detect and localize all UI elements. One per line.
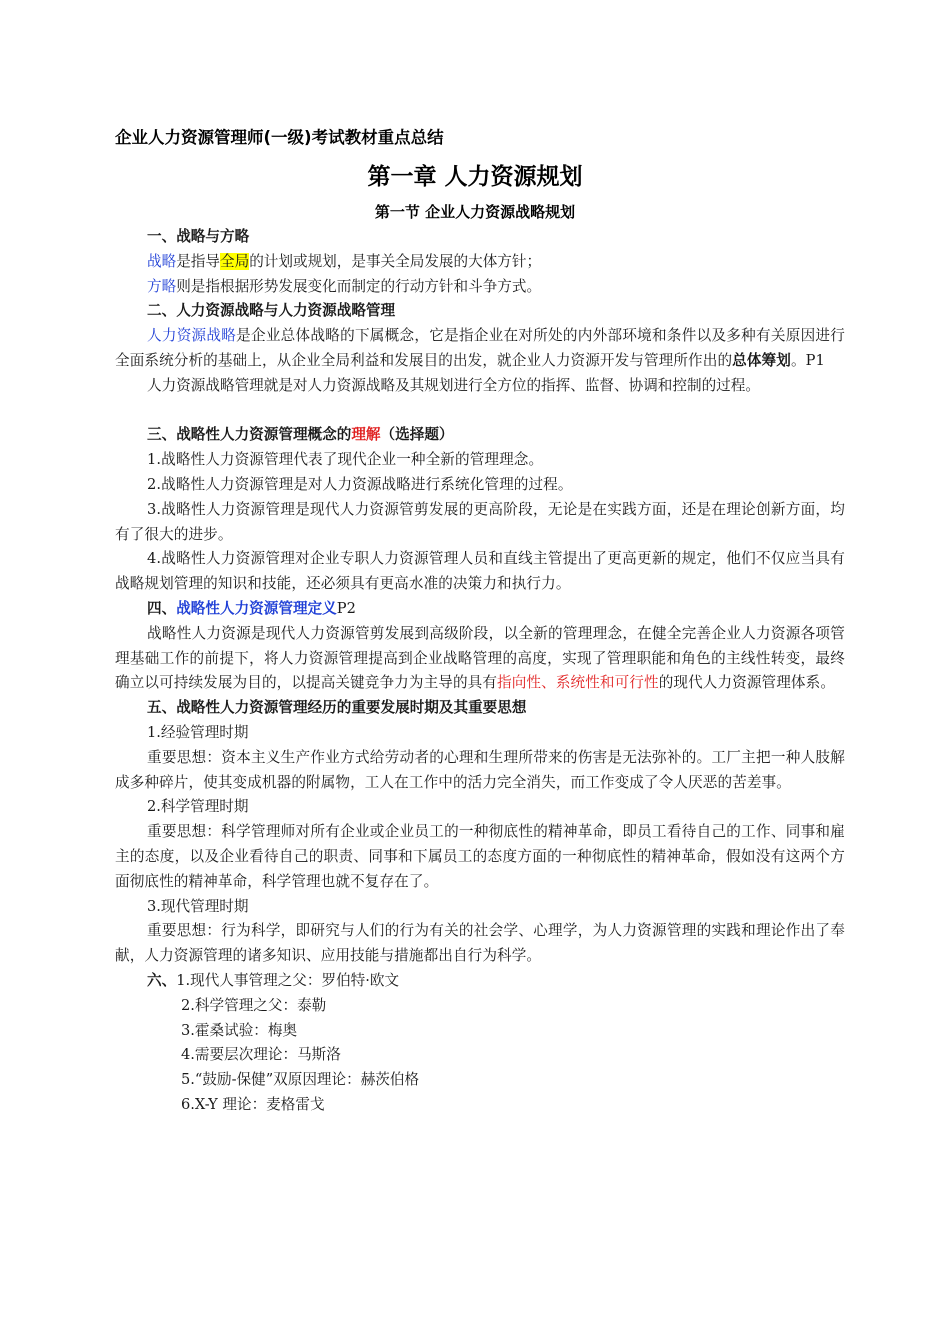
document-title: 企业人力资源管理师(一级)考试教材重点总结	[115, 128, 444, 147]
list-item: 6.X-Y 理论：麦格雷戈	[181, 1095, 325, 1113]
period-text: 重要思想：资本主义生产作业方式给劳动者的心理和生理所带来的伤害是无法弥补的。工厂主把一种人肢解成多种碎片，使其变成机器的附属物，工人在工作中的活力完全消失，而工作变成了令人厌恶的苦差事。	[115, 748, 845, 791]
heading-2: 二、人力资源战略与人力资源战略管理	[147, 302, 396, 320]
paragraph-hr-strategy: 人力资源战略是企业总体战略的下属概念，它是指企业在对所处的内外部环境和条件以及多种有关原因进行全面系统分析的基础上，从企业全局利益和发展目的出发，就企业人力资源开发与管理所作出的总体筹划。P1	[115, 327, 845, 369]
list-item: 1.战略性人力资源管理代表了现代企业一种全新的管理理念。	[147, 451, 544, 469]
list-item: 3.战略性人力资源管理是现代人力资源管剪发展的更高阶段，无论是在实践方面，还是在理论创新方面，均有了很大的进步。	[115, 500, 845, 543]
document-body	[115, 225, 845, 1118]
heading-1: 一、战略与方略	[147, 228, 250, 245]
definition-strategy: 战略是指导全局的计划或规划，是事关全局发展的大体方针；	[147, 252, 542, 270]
heading-4: 四、战略性人力资源管理定义P2	[147, 599, 356, 617]
heading-6-first-item: 六、1.现代人事管理之父：罗伯特·欧文	[147, 971, 400, 989]
heading-6-prefix: 六、	[147, 971, 177, 989]
list-item: 2.战略性人力资源管理是对人力资源战略进行系统化管理的过程。	[147, 475, 573, 493]
paragraph-shrm-definition: 战略性人力资源是现代人力资源管剪发展到高级阶段，以全新的管理理念，在健全完善企业人力资源各项管理基础工作的前提下，将人力资源管理提高到企业战略管理的高度，实现了管理职能和角色的主线性转变，最终确立以可持续发展为目的，以提高关键竞争力为主导的具有指向性、系统性和可行性的现代人力资源管理体系。	[115, 624, 845, 692]
term-tactics: 方略	[147, 277, 177, 295]
period-title: 1.经验管理时期	[147, 723, 249, 741]
period-title: 2.科学管理时期	[147, 798, 249, 816]
period-text: 重要思想：行为科学，即研究与人们的行为有关的社会学、心理学，为人力资源管理的实践和理论作出了奉献，人力资源管理的诸多知识、应用技能与措施都出自行为科学。	[115, 922, 845, 965]
definition-tactics: 方略则是指根据形势发展变化而制定的行动方针和斗争方式。	[147, 277, 542, 295]
term-strategy: 战略	[147, 252, 177, 270]
term-hr-strategy: 人力资源战略	[147, 327, 237, 345]
section-title: 第一节 企业人力资源战略规划	[374, 203, 576, 221]
highlight-global: 全局	[220, 252, 250, 270]
list-item: 4.需要层次理论：马斯洛	[181, 1046, 341, 1064]
red-properties: 指向性、系统性和可行性	[497, 674, 659, 692]
bold-overall-planning: 总体筹划	[732, 351, 791, 369]
chapter-title: 第一章 人力资源规划	[367, 164, 583, 190]
period-title: 3.现代管理时期	[147, 897, 249, 915]
list-item: 5.“鼓励-保健”双原因理论：赫茨伯格	[181, 1071, 420, 1089]
heading-5: 五、战略性人力资源管理经历的重要发展时期及其重要思想	[147, 699, 527, 717]
blank-line	[115, 399, 845, 424]
paragraph-hr-strategy-management: 人力资源战略管理就是对人力资源战略及其规划进行全方位的指挥、监督、协调和控制的过程。	[147, 376, 760, 394]
list-item: 4.战略性人力资源管理对企业专职人力资源管理人员和直线主管提出了更高更新的规定，他们不仅应当具有战略规划管理的知识和技能，还必须具有更高水准的决策力和执行力。	[115, 550, 845, 593]
red-understanding: 理解	[351, 426, 381, 444]
blue-definition: 战略性人力资源管理定义	[176, 599, 337, 617]
heading-3: 三、战略性人力资源管理概念的理解（选择题）	[147, 426, 454, 444]
list-item: 2.科学管理之父：泰勒	[181, 996, 327, 1014]
list-item: 3.霍桑试验：梅奥	[181, 1021, 298, 1039]
period-text: 重要思想：科学管理师对所有企业或企业员工的一种彻底性的精神革命，即员工看待自己的工作、同事和雇主的态度，以及企业看待自己的职责、同事和下属员工的态度方面的一种彻底性的精神革命，假如没有这两个方面彻底性的精神革命，科学管理也就不复存在了。	[115, 823, 845, 890]
